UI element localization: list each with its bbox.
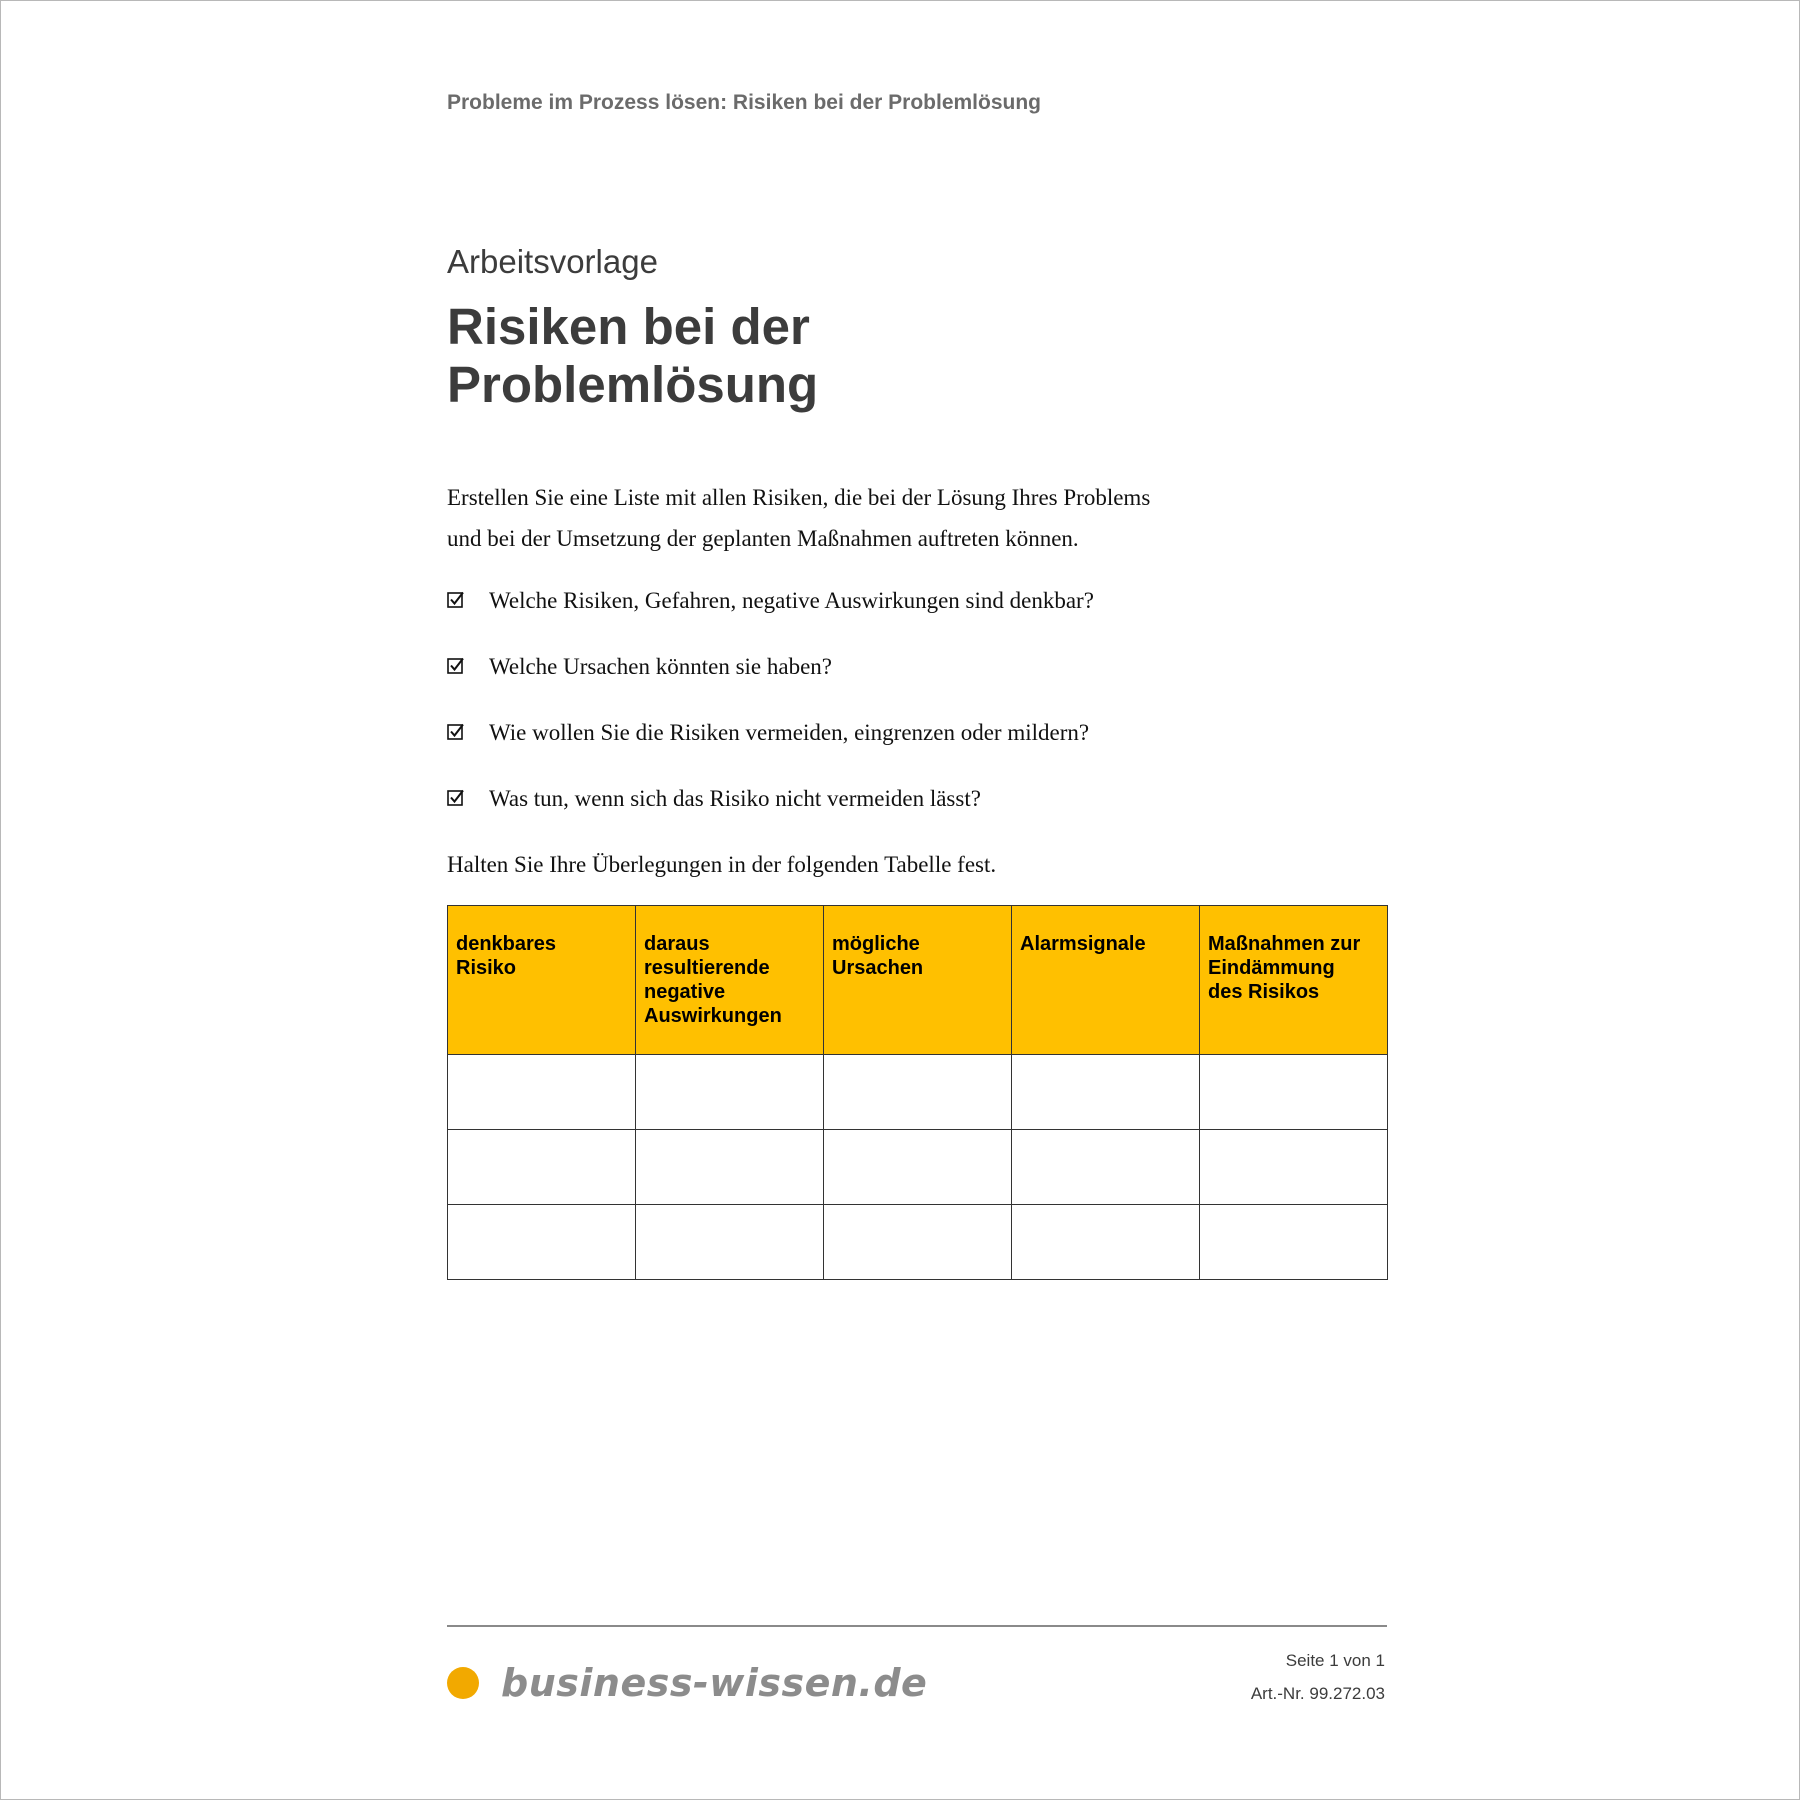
checklist-item-text: Welche Risiken, Gefahren, negative Auswirkungen sind denkbar? <box>489 588 1094 613</box>
table-cell[interactable] <box>1200 1130 1388 1205</box>
document-title <box>447 298 818 414</box>
checked-box-icon <box>447 723 465 741</box>
table-cell[interactable] <box>1012 1055 1200 1130</box>
checklist-item-text: Welche Ursachen könnten sie haben? <box>489 654 833 679</box>
checklist-item-text: Was tun, wenn sich das Risiko nicht vermeiden lässt? <box>489 786 981 811</box>
table-cell[interactable] <box>824 1205 1012 1280</box>
table-cell[interactable] <box>1200 1055 1388 1130</box>
intro-paragraph <box>447 477 1150 559</box>
document-title-line: Problemlösung <box>447 356 819 413</box>
checked-box-icon <box>447 591 465 609</box>
checklist-item <box>447 649 1094 715</box>
document-title-line: Risiken bei der <box>447 298 810 355</box>
page-number: Seite 1 von 1 <box>1285 1651 1385 1670</box>
checked-box-icon <box>447 657 465 675</box>
table-cell[interactable] <box>824 1130 1012 1205</box>
table-row <box>448 1205 1388 1280</box>
table-cell[interactable] <box>448 1205 636 1280</box>
checklist-item <box>447 781 1094 847</box>
logo-text: business-wissen.de <box>501 1661 928 1705</box>
column-header-risk: denkbares Risiko <box>448 906 636 1055</box>
document-kicker: Arbeitsvorlage <box>447 243 658 280</box>
column-header-measures: Maßnahmen zur Eindämmung des Risikos <box>1200 906 1388 1055</box>
table-cell[interactable] <box>448 1130 636 1205</box>
column-header-causes: mögliche Ursachen <box>824 906 1012 1055</box>
table-row <box>448 1055 1388 1130</box>
table-cell[interactable] <box>448 1055 636 1130</box>
column-header-alarm-signals: Alarmsignale <box>1012 906 1200 1055</box>
table-header-row <box>448 906 1388 1055</box>
article-number: Art.-Nr. 99.272.03 <box>1250 1684 1385 1703</box>
footer-divider <box>447 1625 1387 1627</box>
table-cell[interactable] <box>1012 1130 1200 1205</box>
brand-logo <box>447 1661 927 1705</box>
table-instruction: Halten Sie Ihre Überlegungen in der folgenden Tabelle fest. <box>447 852 997 877</box>
column-header-effects: daraus resultierende negative Auswirkungen <box>636 906 824 1055</box>
table-cell[interactable] <box>636 1055 824 1130</box>
checked-box-icon <box>447 789 465 807</box>
intro-line: und bei der Umsetzung der geplanten Maßnahmen auftreten können. <box>447 526 1079 551</box>
risk-table <box>447 905 1388 1280</box>
running-header: Probleme im Prozess lösen: Risiken bei der Problemlösung <box>447 91 1041 114</box>
table-cell[interactable] <box>824 1055 1012 1130</box>
table-cell[interactable] <box>1200 1205 1388 1280</box>
intro-line: Erstellen Sie eine Liste mit allen Risiken, die bei der Lösung Ihres Problems <box>447 485 1151 510</box>
table-cell[interactable] <box>636 1130 824 1205</box>
table-cell[interactable] <box>1012 1205 1200 1280</box>
checklist-item <box>447 583 1094 649</box>
orange-dot-icon <box>447 1667 479 1699</box>
checklist-item <box>447 715 1094 781</box>
table-cell[interactable] <box>636 1205 824 1280</box>
checklist-item-text: Wie wollen Sie die Risiken vermeiden, eingrenzen oder mildern? <box>489 720 1090 745</box>
table-row <box>448 1130 1388 1205</box>
question-checklist <box>447 583 1094 847</box>
